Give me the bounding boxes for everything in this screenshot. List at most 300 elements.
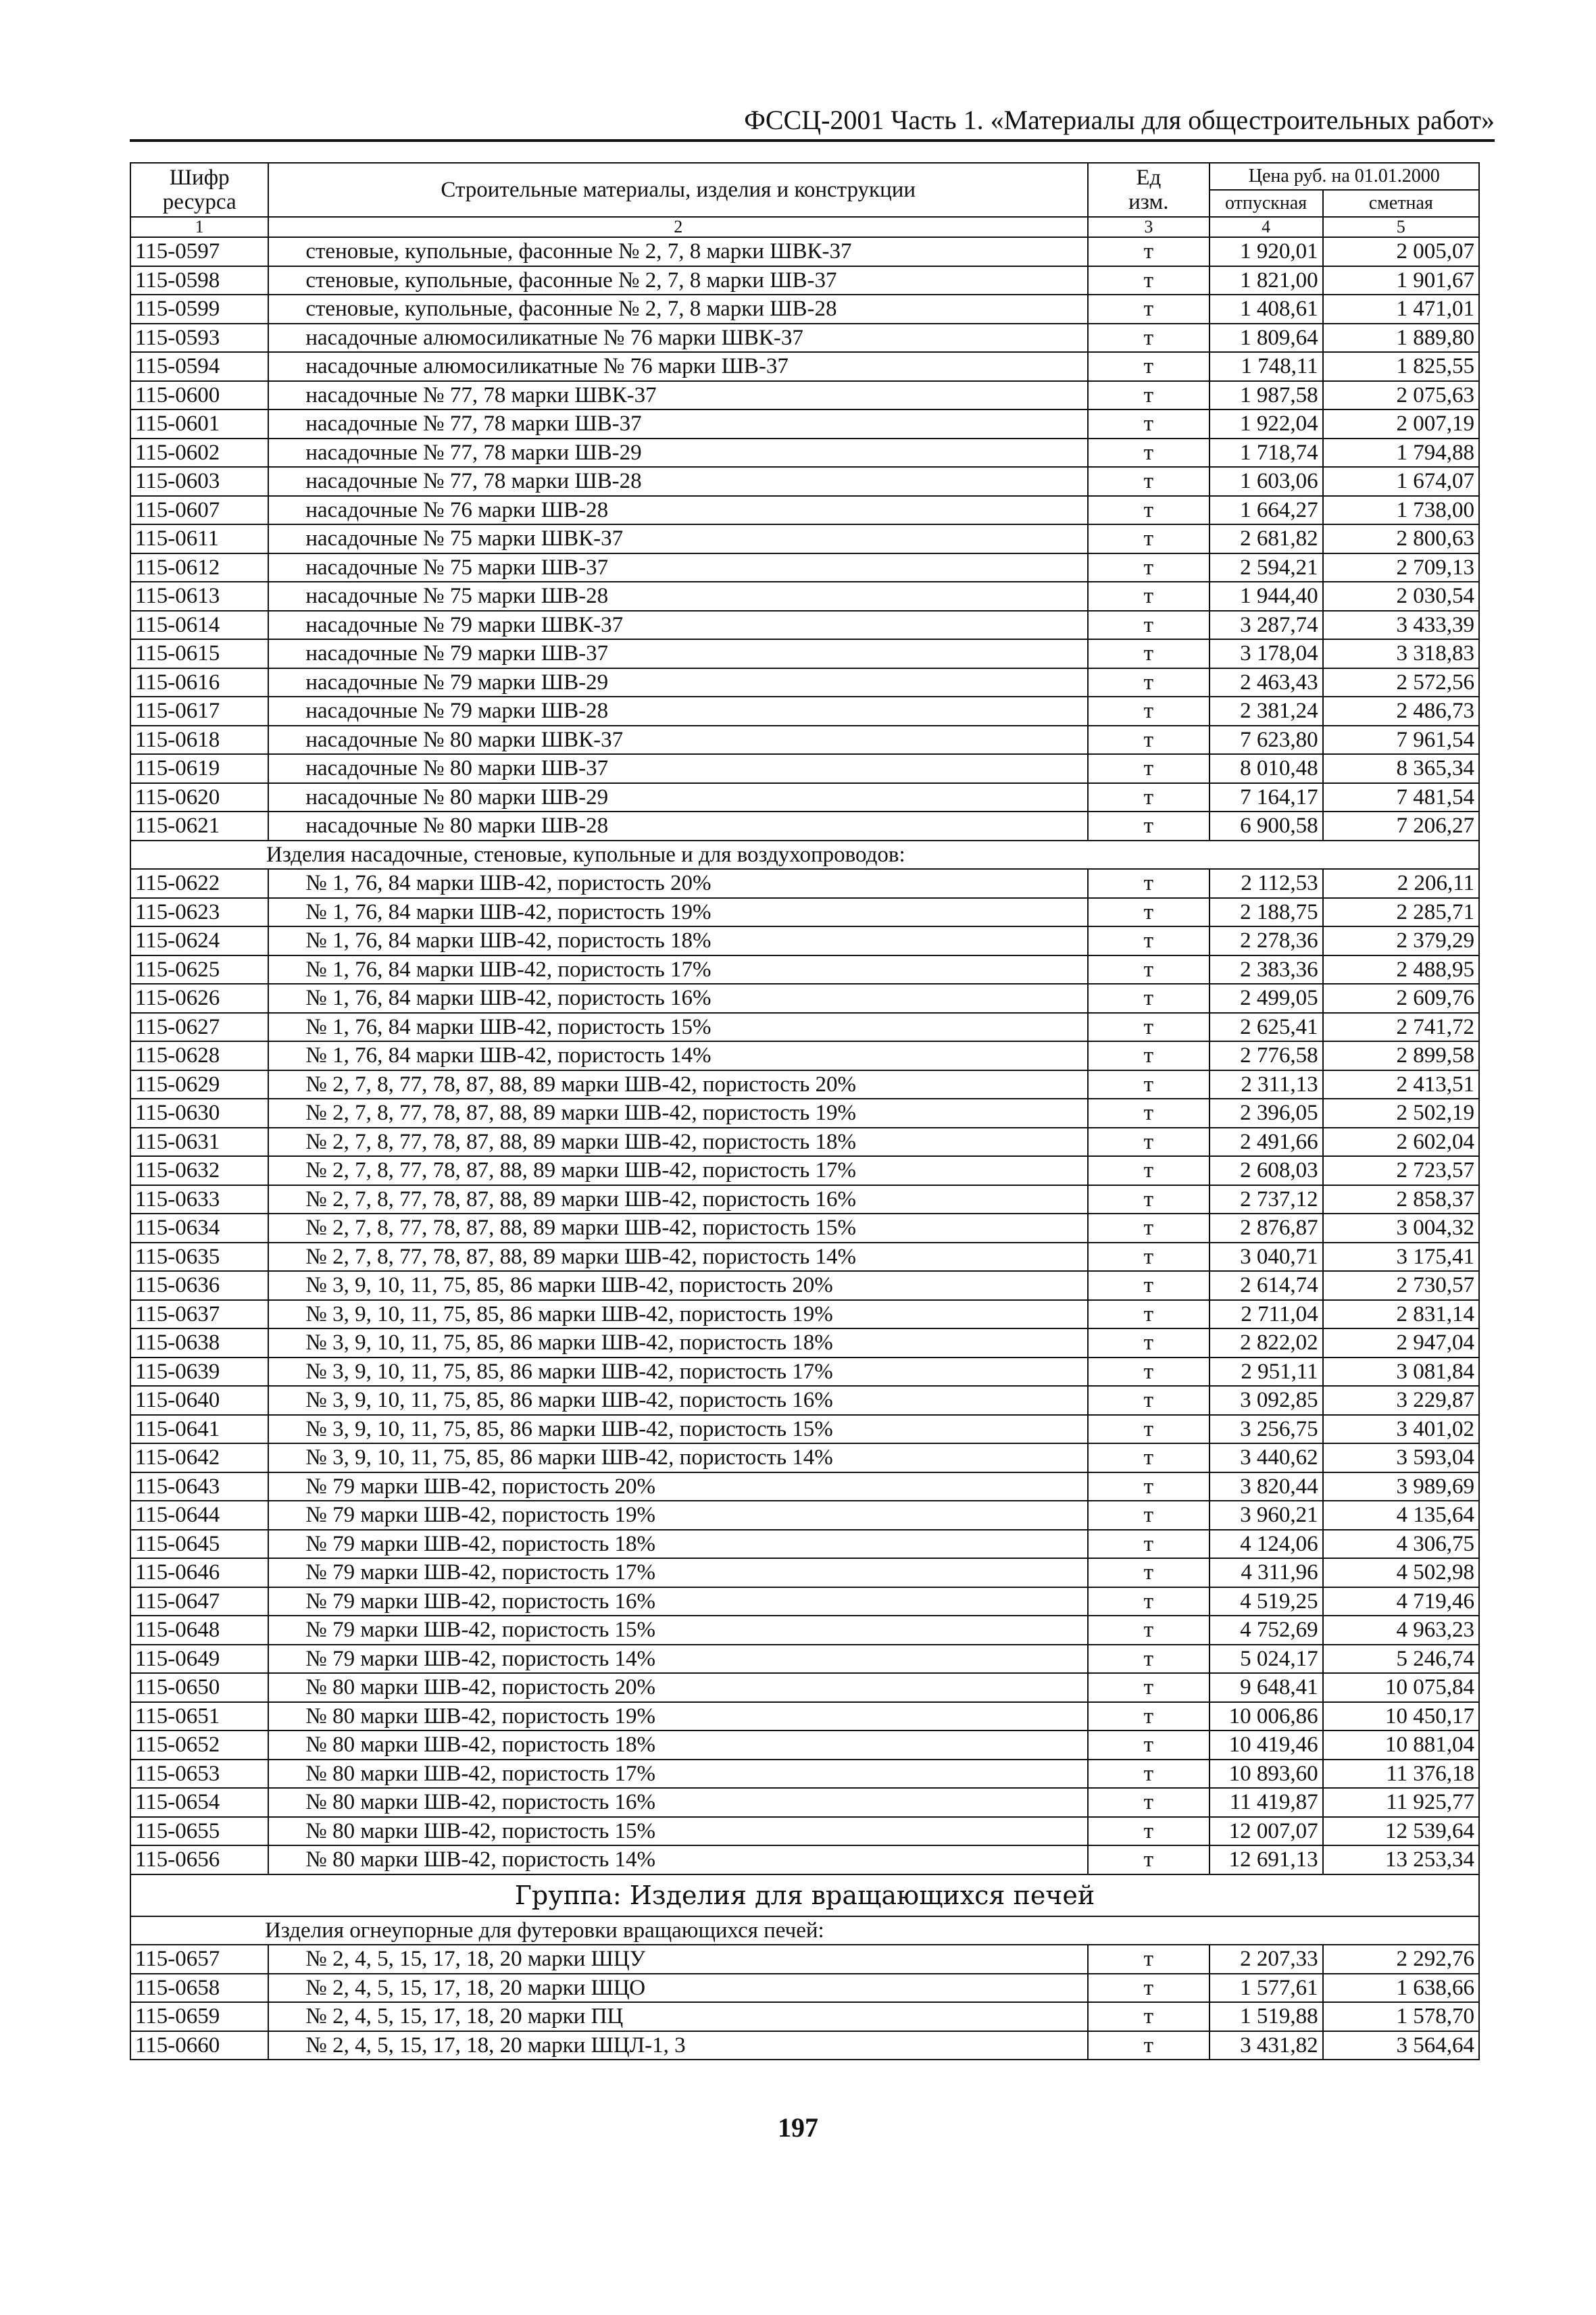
release-price-cell: 1 944,40 xyxy=(1210,582,1323,611)
table-row xyxy=(130,783,1479,812)
table-group xyxy=(130,1874,1479,1945)
resource-code-cell: 115-0623 xyxy=(130,898,268,927)
material-name-cell: № 80 марки ШВ-42, пористость 19% xyxy=(268,1702,1088,1731)
estimate-price-cell: 1 578,70 xyxy=(1323,2002,1479,2031)
estimate-price-cell: 2 502,19 xyxy=(1323,1099,1479,1128)
table-subheading xyxy=(130,841,1479,870)
release-price-cell: 2 608,03 xyxy=(1210,1156,1323,1185)
resource-code-cell: 115-0615 xyxy=(130,639,268,668)
estimate-price-cell: 2 609,76 xyxy=(1323,984,1479,1013)
material-name-cell: № 1, 76, 84 марки ШВ-42, пористость 18% xyxy=(268,926,1088,955)
col-number: 5 xyxy=(1323,217,1479,237)
table-row xyxy=(130,266,1479,295)
estimate-price-cell: 2 486,73 xyxy=(1323,697,1479,726)
release-price-cell: 1 408,61 xyxy=(1210,295,1323,324)
table-row xyxy=(130,1300,1479,1329)
table-row xyxy=(130,1070,1479,1099)
table-row xyxy=(130,409,1479,439)
material-name-cell: насадочные алюмосиликатные № 76 марки ШВ-37 xyxy=(268,352,1088,381)
unit-cell: т xyxy=(1088,1214,1209,1243)
unit-cell: т xyxy=(1088,1974,1209,2003)
estimate-price-cell: 3 989,69 xyxy=(1323,1472,1479,1501)
release-price-cell: 11 419,87 xyxy=(1210,1788,1323,1817)
release-price-cell: 4 124,06 xyxy=(1210,1530,1323,1559)
table-row xyxy=(130,1013,1479,1042)
unit-cell: т xyxy=(1088,1731,1209,1760)
release-price-cell: 3 178,04 xyxy=(1210,639,1323,668)
release-price-cell: 1 922,04 xyxy=(1210,409,1323,439)
resource-code-cell: 115-0644 xyxy=(130,1501,268,1530)
unit-cell: т xyxy=(1088,1156,1209,1185)
release-price-cell: 2 381,24 xyxy=(1210,697,1323,726)
resource-code-cell: 115-0641 xyxy=(130,1415,268,1444)
table-row xyxy=(130,2002,1479,2031)
resource-code-cell: 115-0656 xyxy=(130,1845,268,1874)
estimate-price-cell: 3 004,32 xyxy=(1323,1214,1479,1243)
estimate-price-cell: 4 963,23 xyxy=(1323,1616,1479,1645)
col-number: 1 xyxy=(130,217,268,237)
unit-cell: т xyxy=(1088,553,1209,582)
table-row xyxy=(130,1616,1479,1645)
release-price-cell: 1 920,01 xyxy=(1210,237,1323,266)
release-price-cell: 2 711,04 xyxy=(1210,1300,1323,1329)
material-name-cell: № 80 марки ШВ-42, пористость 20% xyxy=(268,1673,1088,1702)
estimate-price-cell: 2 030,54 xyxy=(1323,582,1479,611)
release-price-cell: 5 024,17 xyxy=(1210,1645,1323,1674)
release-price-cell: 2 207,33 xyxy=(1210,1945,1323,1974)
release-price-cell: 10 893,60 xyxy=(1210,1760,1323,1789)
material-name-cell: № 79 марки ШВ-42, пористость 18% xyxy=(268,1530,1088,1559)
table-row xyxy=(130,926,1479,955)
table-row xyxy=(130,639,1479,668)
table-row xyxy=(130,1845,1479,1874)
release-price-cell: 10 006,86 xyxy=(1210,1702,1323,1731)
unit-cell: т xyxy=(1088,1070,1209,1099)
release-price-cell: 2 188,75 xyxy=(1210,898,1323,927)
estimate-price-cell: 3 433,39 xyxy=(1323,611,1479,640)
resource-code-cell: 115-0655 xyxy=(130,1817,268,1846)
table-row xyxy=(130,1673,1479,1702)
material-name-cell: насадочные № 79 марки ШВ-28 xyxy=(268,697,1088,726)
table-row xyxy=(130,524,1479,553)
unit-cell: т xyxy=(1088,237,1209,266)
release-price-cell: 1 809,64 xyxy=(1210,324,1323,353)
release-price-cell: 2 951,11 xyxy=(1210,1358,1323,1387)
resource-code-cell: 115-0594 xyxy=(130,352,268,381)
table-row xyxy=(130,1645,1479,1674)
estimate-price-cell: 3 175,41 xyxy=(1323,1243,1479,1272)
release-price-cell: 2 737,12 xyxy=(1210,1185,1323,1214)
resource-code-cell: 115-0618 xyxy=(130,726,268,755)
table-row xyxy=(130,697,1479,726)
release-price-cell: 1 603,06 xyxy=(1210,467,1323,496)
release-price-cell: 3 431,82 xyxy=(1210,2031,1323,2060)
material-name-cell: № 2, 7, 8, 77, 78, 87, 88, 89 марки ШВ-42, пористость 20% xyxy=(268,1070,1088,1099)
unit-cell: т xyxy=(1088,1845,1209,1874)
release-price-cell: 7 164,17 xyxy=(1210,783,1323,812)
table-body-section-2 xyxy=(130,869,1479,1874)
release-price-cell: 2 876,87 xyxy=(1210,1214,1323,1243)
table-row xyxy=(130,237,1479,266)
estimate-price-cell: 1 794,88 xyxy=(1323,439,1479,468)
release-price-cell: 1 664,27 xyxy=(1210,496,1323,525)
material-name-cell: насадочные № 75 марки ШВ-37 xyxy=(268,553,1088,582)
resource-code-cell: 115-0638 xyxy=(130,1328,268,1358)
material-name-cell: № 2, 7, 8, 77, 78, 87, 88, 89 марки ШВ-42, пористость 19% xyxy=(268,1099,1088,1128)
estimate-price-cell: 2 005,07 xyxy=(1323,237,1479,266)
release-price-cell: 6 900,58 xyxy=(1210,812,1323,841)
unit-cell: т xyxy=(1088,1673,1209,1702)
estimate-price-cell: 2 947,04 xyxy=(1323,1328,1479,1358)
material-name-cell: насадочные № 77, 78 марки ШВ-37 xyxy=(268,409,1088,439)
resource-code-cell: 115-0635 xyxy=(130,1243,268,1272)
table-row xyxy=(130,726,1479,755)
material-name-cell: № 79 марки ШВ-42, пористость 17% xyxy=(268,1558,1088,1587)
running-header: ФССЦ-2001 Часть 1. «Материалы для общестроительных работ» xyxy=(744,105,1495,135)
release-price-cell: 12 691,13 xyxy=(1210,1845,1323,1874)
table-row xyxy=(130,1760,1479,1789)
unit-cell: т xyxy=(1088,1645,1209,1674)
table-row xyxy=(130,611,1479,640)
table-row xyxy=(130,955,1479,985)
table-row xyxy=(130,668,1479,697)
resource-code-cell: 115-0622 xyxy=(130,869,268,898)
resource-code-cell: 115-0611 xyxy=(130,524,268,553)
release-price-cell: 1 987,58 xyxy=(1210,381,1323,410)
unit-cell: т xyxy=(1088,1817,1209,1846)
estimate-price-cell: 2 899,58 xyxy=(1323,1041,1479,1070)
table-row xyxy=(130,2031,1479,2060)
estimate-price-cell: 3 564,64 xyxy=(1323,2031,1479,2060)
release-price-cell: 3 960,21 xyxy=(1210,1501,1323,1530)
resource-code-cell: 115-0645 xyxy=(130,1530,268,1559)
col-number: 2 xyxy=(268,217,1088,237)
table-row xyxy=(130,1415,1479,1444)
resource-code-cell: 115-0612 xyxy=(130,553,268,582)
estimate-price-cell: 2 741,72 xyxy=(1323,1013,1479,1042)
unit-cell: т xyxy=(1088,1558,1209,1587)
material-name-cell: насадочные № 80 марки ШВ-37 xyxy=(268,754,1088,783)
estimate-price-cell: 11 925,77 xyxy=(1323,1788,1479,1817)
estimate-price-cell: 11 376,18 xyxy=(1323,1760,1479,1789)
table-row xyxy=(130,1358,1479,1387)
table-row xyxy=(130,1214,1479,1243)
resource-code-cell: 115-0639 xyxy=(130,1358,268,1387)
resource-code-cell: 115-0648 xyxy=(130,1616,268,1645)
group-title: Группа: Изделия для вращающихся печей xyxy=(130,1874,1479,1916)
material-name-cell: № 3, 9, 10, 11, 75, 85, 86 марки ШВ-42, пористость 17% xyxy=(268,1358,1088,1387)
estimate-price-cell: 3 081,84 xyxy=(1323,1358,1479,1387)
release-price-cell: 9 648,41 xyxy=(1210,1673,1323,1702)
estimate-price-cell: 2 723,57 xyxy=(1323,1156,1479,1185)
material-name-cell: № 3, 9, 10, 11, 75, 85, 86 марки ШВ-42, пористость 14% xyxy=(268,1443,1088,1472)
table-row xyxy=(130,754,1479,783)
table-row xyxy=(130,869,1479,898)
release-price-cell: 2 112,53 xyxy=(1210,869,1323,898)
resource-code-cell: 115-0631 xyxy=(130,1128,268,1157)
unit-cell: т xyxy=(1088,1587,1209,1616)
material-name-cell: насадочные № 80 марки ШВ-29 xyxy=(268,783,1088,812)
resource-code-cell: 115-0601 xyxy=(130,409,268,439)
material-name-cell: стеновые, купольные, фасонные № 2, 7, 8 марки ШВ-28 xyxy=(268,295,1088,324)
material-name-cell: № 1, 76, 84 марки ШВ-42, пористость 14% xyxy=(268,1041,1088,1070)
material-name-cell: № 2, 7, 8, 77, 78, 87, 88, 89 марки ШВ-42, пористость 14% xyxy=(268,1243,1088,1272)
resource-code-cell: 115-0624 xyxy=(130,926,268,955)
unit-cell: т xyxy=(1088,1328,1209,1358)
material-name-cell: № 2, 4, 5, 15, 17, 18, 20 марки ШЦЛ-1, 3 xyxy=(268,2031,1088,2060)
release-price-cell: 2 614,74 xyxy=(1210,1271,1323,1300)
estimate-price-cell: 1 638,66 xyxy=(1323,1974,1479,2003)
resource-code-cell: 115-0658 xyxy=(130,1974,268,2003)
estimate-price-cell: 10 450,17 xyxy=(1323,1702,1479,1731)
table-row xyxy=(130,582,1479,611)
estimate-price-cell: 10 075,84 xyxy=(1323,1673,1479,1702)
estimate-price-cell: 3 318,83 xyxy=(1323,639,1479,668)
estimate-price-cell: 2 292,76 xyxy=(1323,1945,1479,1974)
unit-cell: т xyxy=(1088,1128,1209,1157)
resource-code-cell: 115-0651 xyxy=(130,1702,268,1731)
unit-cell: т xyxy=(1088,697,1209,726)
unit-cell: т xyxy=(1088,726,1209,755)
page-number: 197 xyxy=(778,2112,818,2143)
material-name-cell: № 3, 9, 10, 11, 75, 85, 86 марки ШВ-42, пористость 16% xyxy=(268,1386,1088,1415)
estimate-price-cell: 2 602,04 xyxy=(1323,1128,1479,1157)
resource-code-cell: 115-0647 xyxy=(130,1587,268,1616)
col-number: 3 xyxy=(1088,217,1209,237)
table-row xyxy=(130,1945,1479,1974)
release-price-cell: 1 577,61 xyxy=(1210,1974,1323,2003)
unit-cell: т xyxy=(1088,582,1209,611)
release-price-cell: 1 519,88 xyxy=(1210,2002,1323,2031)
unit-cell: т xyxy=(1088,352,1209,381)
table-row xyxy=(130,1974,1479,2003)
resource-code-cell: 115-0627 xyxy=(130,1013,268,1042)
table-row xyxy=(130,1128,1479,1157)
unit-cell: т xyxy=(1088,2031,1209,2060)
resource-code-cell: 115-0607 xyxy=(130,496,268,525)
estimate-price-cell: 3 401,02 xyxy=(1323,1415,1479,1444)
material-name-cell: № 79 марки ШВ-42, пористость 15% xyxy=(268,1616,1088,1645)
resource-code-cell: 115-0598 xyxy=(130,266,268,295)
resource-code-cell: 115-0620 xyxy=(130,783,268,812)
estimate-price-cell: 2 831,14 xyxy=(1323,1300,1479,1329)
unit-cell: т xyxy=(1088,1358,1209,1387)
unit-cell: т xyxy=(1088,467,1209,496)
release-price-cell: 2 499,05 xyxy=(1210,984,1323,1013)
material-name-cell: № 80 марки ШВ-42, пористость 17% xyxy=(268,1760,1088,1789)
release-price-cell: 2 311,13 xyxy=(1210,1070,1323,1099)
unit-cell: т xyxy=(1088,1300,1209,1329)
table-row xyxy=(130,1386,1479,1415)
resource-code-cell: 115-0630 xyxy=(130,1099,268,1128)
unit-cell: т xyxy=(1088,496,1209,525)
material-name-cell: № 2, 4, 5, 15, 17, 18, 20 марки ШЦУ xyxy=(268,1945,1088,1974)
unit-cell: т xyxy=(1088,1386,1209,1415)
release-price-cell: 3 440,62 xyxy=(1210,1443,1323,1472)
unit-cell: т xyxy=(1088,1185,1209,1214)
unit-cell: т xyxy=(1088,611,1209,640)
material-name-cell: № 2, 7, 8, 77, 78, 87, 88, 89 марки ШВ-42, пористость 16% xyxy=(268,1185,1088,1214)
estimate-price-cell: 1 674,07 xyxy=(1323,467,1479,496)
release-price-cell: 2 491,66 xyxy=(1210,1128,1323,1157)
material-name-cell: насадочные № 79 марки ШВК-37 xyxy=(268,611,1088,640)
resource-code-cell: 115-0646 xyxy=(130,1558,268,1587)
resource-code-cell: 115-0593 xyxy=(130,324,268,353)
release-price-cell: 2 594,21 xyxy=(1210,553,1323,582)
resource-code-cell: 115-0621 xyxy=(130,812,268,841)
unit-cell: т xyxy=(1088,409,1209,439)
release-price-cell: 1 718,74 xyxy=(1210,439,1323,468)
unit-cell: т xyxy=(1088,295,1209,324)
header-rule xyxy=(130,139,1495,142)
table-row xyxy=(130,439,1479,468)
estimate-price-cell: 1 738,00 xyxy=(1323,496,1479,525)
table-row xyxy=(130,1185,1479,1214)
estimate-price-cell: 8 365,34 xyxy=(1323,754,1479,783)
material-name-cell: № 1, 76, 84 марки ШВ-42, пористость 17% xyxy=(268,955,1088,985)
table-row xyxy=(130,1788,1479,1817)
material-name-cell: № 2, 4, 5, 15, 17, 18, 20 марки ПЦ xyxy=(268,2002,1088,2031)
table-row xyxy=(130,352,1479,381)
resource-code-cell: 115-0659 xyxy=(130,2002,268,2031)
release-price-cell: 3 040,71 xyxy=(1210,1243,1323,1272)
material-name-cell: № 79 марки ШВ-42, пористость 14% xyxy=(268,1645,1088,1674)
estimate-price-cell: 2 730,57 xyxy=(1323,1271,1479,1300)
table-row xyxy=(130,1817,1479,1846)
material-name-cell: насадочные алюмосиликатные № 76 марки ШВК-37 xyxy=(268,324,1088,353)
table-row xyxy=(130,1472,1479,1501)
resource-code-cell: 115-0599 xyxy=(130,295,268,324)
material-name-cell: № 1, 76, 84 марки ШВ-42, пористость 20% xyxy=(268,869,1088,898)
material-name-cell: насадочные № 80 марки ШВ-28 xyxy=(268,812,1088,841)
col-header-unit: Ед изм. xyxy=(1088,163,1209,217)
release-price-cell: 10 419,46 xyxy=(1210,1731,1323,1760)
release-price-cell: 3 287,74 xyxy=(1210,611,1323,640)
estimate-price-cell: 4 306,75 xyxy=(1323,1530,1479,1559)
unit-cell: т xyxy=(1088,1415,1209,1444)
release-price-cell: 1 748,11 xyxy=(1210,352,1323,381)
table-row xyxy=(130,1328,1479,1358)
material-name-cell: № 1, 76, 84 марки ШВ-42, пористость 15% xyxy=(268,1013,1088,1042)
material-name-cell: насадочные № 77, 78 марки ШВ-29 xyxy=(268,439,1088,468)
estimate-price-cell: 1 889,80 xyxy=(1323,324,1479,353)
estimate-price-cell: 4 502,98 xyxy=(1323,1558,1479,1587)
resource-code-cell: 115-0614 xyxy=(130,611,268,640)
estimate-price-cell: 2 206,11 xyxy=(1323,869,1479,898)
resource-code-cell: 115-0637 xyxy=(130,1300,268,1329)
material-name-cell: № 79 марки ШВ-42, пористость 20% xyxy=(268,1472,1088,1501)
unit-cell: т xyxy=(1088,439,1209,468)
estimate-price-cell: 4 719,46 xyxy=(1323,1587,1479,1616)
unit-cell: т xyxy=(1088,1013,1209,1042)
release-price-cell: 3 256,75 xyxy=(1210,1415,1323,1444)
release-price-cell: 2 463,43 xyxy=(1210,668,1323,697)
release-price-cell: 4 752,69 xyxy=(1210,1616,1323,1645)
resource-code-cell: 115-0649 xyxy=(130,1645,268,1674)
material-name-cell: насадочные № 79 марки ШВ-29 xyxy=(268,668,1088,697)
release-price-cell: 2 396,05 xyxy=(1210,1099,1323,1128)
table-head xyxy=(130,163,1479,237)
material-name-cell: № 79 марки ШВ-42, пористость 16% xyxy=(268,1587,1088,1616)
estimate-price-cell: 7 206,27 xyxy=(1323,812,1479,841)
estimate-price-cell: 2 800,63 xyxy=(1323,524,1479,553)
resource-code-cell: 115-0602 xyxy=(130,439,268,468)
unit-cell: т xyxy=(1088,1443,1209,1472)
unit-cell: т xyxy=(1088,1760,1209,1789)
subheading-text: Изделия насадочные, стеновые, купольные и для воздухопроводов: xyxy=(130,841,1479,870)
unit-cell: т xyxy=(1088,1788,1209,1817)
estimate-price-cell: 4 135,64 xyxy=(1323,1501,1479,1530)
estimate-price-cell: 7 481,54 xyxy=(1323,783,1479,812)
resource-code-cell: 115-0650 xyxy=(130,1673,268,1702)
material-name-cell: № 3, 9, 10, 11, 75, 85, 86 марки ШВ-42, пористость 19% xyxy=(268,1300,1088,1329)
resource-code-cell: 115-0642 xyxy=(130,1443,268,1472)
col-header-release-price: отпускная xyxy=(1210,190,1323,217)
resource-code-cell: 115-0603 xyxy=(130,467,268,496)
material-name-cell: насадочные № 79 марки ШВ-37 xyxy=(268,639,1088,668)
unit-cell: т xyxy=(1088,639,1209,668)
release-price-cell: 12 007,07 xyxy=(1210,1817,1323,1846)
estimate-price-cell: 2 413,51 xyxy=(1323,1070,1479,1099)
material-name-cell: № 80 марки ШВ-42, пористость 18% xyxy=(268,1731,1088,1760)
resource-code-cell: 115-0636 xyxy=(130,1271,268,1300)
unit-cell: т xyxy=(1088,955,1209,985)
table-row xyxy=(130,812,1479,841)
table-row xyxy=(130,1731,1479,1760)
resource-code-cell: 115-0632 xyxy=(130,1156,268,1185)
table-row xyxy=(130,1156,1479,1185)
table-row xyxy=(130,1501,1479,1530)
unit-cell: т xyxy=(1088,1702,1209,1731)
material-name-cell: насадочные № 76 марки ШВ-28 xyxy=(268,496,1088,525)
estimate-price-cell: 2 007,19 xyxy=(1323,409,1479,439)
resource-code-cell: 115-0617 xyxy=(130,697,268,726)
material-name-cell: насадочные № 80 марки ШВК-37 xyxy=(268,726,1088,755)
estimate-price-cell: 2 075,63 xyxy=(1323,381,1479,410)
table-body-section-1 xyxy=(130,237,1479,841)
release-price-cell: 2 383,36 xyxy=(1210,955,1323,985)
material-name-cell: № 80 марки ШВ-42, пористость 16% xyxy=(268,1788,1088,1817)
resource-code-cell: 115-0616 xyxy=(130,668,268,697)
resource-code-cell: 115-0643 xyxy=(130,1472,268,1501)
table-row xyxy=(130,1587,1479,1616)
resource-code-cell: 115-0597 xyxy=(130,237,268,266)
unit-cell: т xyxy=(1088,1530,1209,1559)
resource-code-cell: 115-0634 xyxy=(130,1214,268,1243)
resource-code-cell: 115-0633 xyxy=(130,1185,268,1214)
estimate-price-cell: 2 488,95 xyxy=(1323,955,1479,985)
material-name-cell: насадочные № 77, 78 марки ШВК-37 xyxy=(268,381,1088,410)
release-price-cell: 4 519,25 xyxy=(1210,1587,1323,1616)
unit-cell: т xyxy=(1088,984,1209,1013)
estimate-price-cell: 2 572,56 xyxy=(1323,668,1479,697)
table-row xyxy=(130,1530,1479,1559)
unit-cell: т xyxy=(1088,266,1209,295)
material-name-cell: № 3, 9, 10, 11, 75, 85, 86 марки ШВ-42, пористость 15% xyxy=(268,1415,1088,1444)
unit-cell: т xyxy=(1088,926,1209,955)
unit-cell: т xyxy=(1088,1472,1209,1501)
release-price-cell: 2 681,82 xyxy=(1210,524,1323,553)
table-row xyxy=(130,1271,1479,1300)
table-row xyxy=(130,295,1479,324)
release-price-cell: 2 822,02 xyxy=(1210,1328,1323,1358)
table-row xyxy=(130,553,1479,582)
release-price-cell: 1 821,00 xyxy=(1210,266,1323,295)
release-price-cell: 2 625,41 xyxy=(1210,1013,1323,1042)
release-price-cell: 2 278,36 xyxy=(1210,926,1323,955)
table-row xyxy=(130,496,1479,525)
estimate-price-cell: 2 285,71 xyxy=(1323,898,1479,927)
